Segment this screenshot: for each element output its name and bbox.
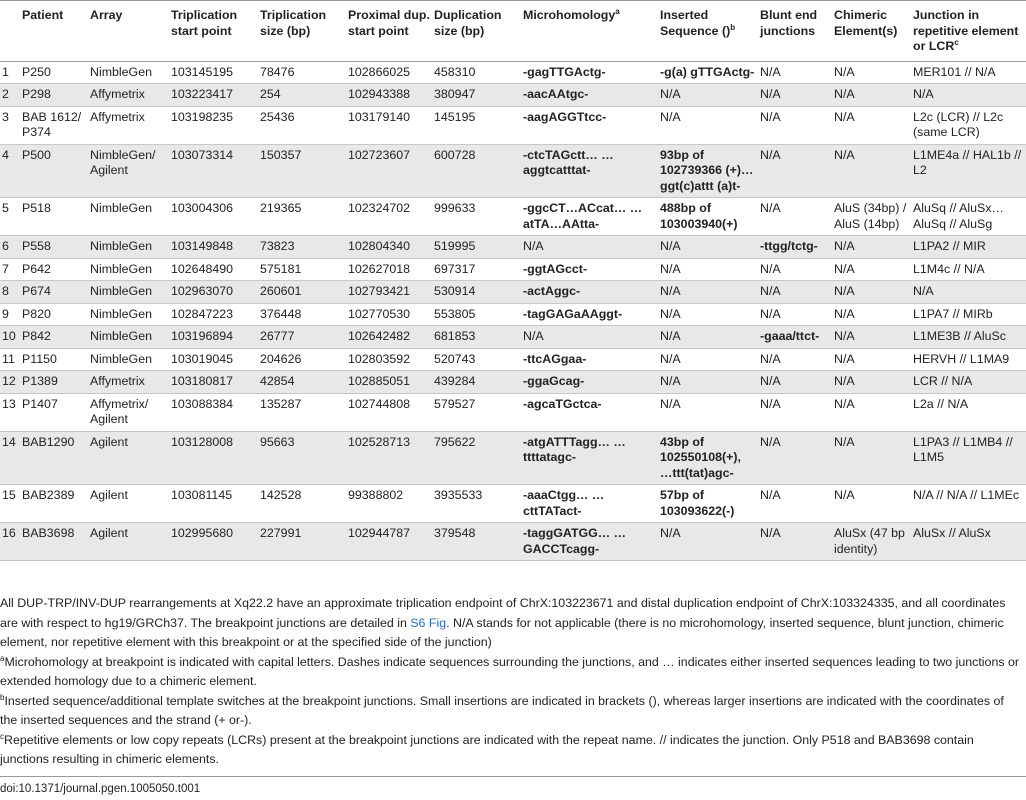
table-cell: 78476 [258, 61, 346, 84]
table-cell: -aagAGGTtcc- [521, 106, 658, 144]
table-cell: N/A [758, 106, 832, 144]
table-row [0, 371, 1026, 394]
table-cell: 93bp of 102739366 (+)…ggt(c)attt (a)t- [658, 144, 758, 198]
table-cell: N/A // N/A // L1MEc [911, 485, 1026, 523]
table-cell: N/A [832, 84, 911, 107]
table-cell: N/A [658, 523, 758, 561]
table-cell: 103145195 [169, 61, 258, 84]
table-cell: -aaaCtgg… …cttTATact- [521, 485, 658, 523]
table-cell: NimbleGen [88, 326, 169, 349]
table-cell: 575181 [258, 258, 346, 281]
table-cell: 103179140 [346, 106, 432, 144]
table-cell: P298 [20, 84, 88, 107]
table-cell: BAB3698 [20, 523, 88, 561]
table-cell: 1 [0, 61, 20, 84]
table-cell: BAB2389 [20, 485, 88, 523]
table-cell: 519995 [432, 236, 521, 259]
table-cell: N/A [658, 236, 758, 259]
table-cell: N/A [658, 258, 758, 281]
table-cell: 95663 [258, 431, 346, 485]
header-cell: Patient [20, 1, 88, 62]
table-cell: -ggaGcag- [521, 371, 658, 394]
footnote-a: $^a$Microhomology at breakpoint is indicated with capital letters. Dashes indicate sequences surrounding the junctions, and … indicates either inserted sequences leading to two junctions or extended homology due to a chimeric element. [0, 653, 1019, 688]
table-cell: 102627018 [346, 258, 432, 281]
table-cell: L1PA2 // MIR [911, 236, 1026, 259]
table-cell: -taggGATGG… …GACCTcagg- [521, 523, 658, 561]
table-cell: 260601 [258, 281, 346, 304]
table-cell: P842 [20, 326, 88, 349]
table-cell: N/A [832, 236, 911, 259]
table-cell: NimbleGen [88, 258, 169, 281]
table-cell: MER101 // N/A [911, 61, 1026, 84]
table-cell: 13 [0, 393, 20, 431]
table-cell: 12 [0, 371, 20, 394]
header-cell: Chimeric Element(s) [832, 1, 911, 62]
table-cell: 102770530 [346, 303, 432, 326]
table-cell: N/A [758, 61, 832, 84]
table-cell: 103180817 [169, 371, 258, 394]
table-cell: N/A [832, 348, 911, 371]
table-cell: 102723607 [346, 144, 432, 198]
table-row [0, 236, 1026, 259]
header-cell: Junction in repetitive element or LCR$^c$ [911, 1, 1026, 62]
table-cell: N/A [832, 431, 911, 485]
table-cell: Affymetrix/ Agilent [88, 393, 169, 431]
table-cell: P820 [20, 303, 88, 326]
table-cell: N/A [758, 303, 832, 326]
table-cell: 102943388 [346, 84, 432, 107]
table-cell: N/A [911, 281, 1026, 304]
table-cell: P642 [20, 258, 88, 281]
table-cell: L2c (LCR) // L2c (same LCR) [911, 106, 1026, 144]
table-cell: NimbleGen [88, 348, 169, 371]
table-cell: -actAggc- [521, 281, 658, 304]
table-cell: N/A [521, 326, 658, 349]
table-row [0, 144, 1026, 198]
header-cell-index [0, 1, 20, 62]
table-cell: 103004306 [169, 198, 258, 236]
table-cell: N/A [758, 371, 832, 394]
table-cell: N/A [758, 84, 832, 107]
table-cell: 8 [0, 281, 20, 304]
table-cell: L1ME4a // HAL1b // L2 [911, 144, 1026, 198]
table-cell: N/A [658, 371, 758, 394]
table-cell: L2a // N/A [911, 393, 1026, 431]
table-cell: N/A [758, 348, 832, 371]
table-cell: 579527 [432, 393, 521, 431]
table-row [0, 84, 1026, 107]
table-cell: 102803592 [346, 348, 432, 371]
table-cell: N/A [758, 198, 832, 236]
table-row [0, 303, 1026, 326]
table-cell: N/A [832, 61, 911, 84]
table-cell: AluS (34bp) / AluS (14bp) [832, 198, 911, 236]
table-cell: AluSq // AluSx…AluSq // AluSg [911, 198, 1026, 236]
table-cell: N/A [832, 281, 911, 304]
table-cell: P1407 [20, 393, 88, 431]
table-cell: 553805 [432, 303, 521, 326]
table-cell: P558 [20, 236, 88, 259]
table-cell: N/A [658, 106, 758, 144]
table-cell: 150357 [258, 144, 346, 198]
table-cell: 219365 [258, 198, 346, 236]
table-cell: 11 [0, 348, 20, 371]
table-cell: 42854 [258, 371, 346, 394]
table-cell: 103149848 [169, 236, 258, 259]
table-cell: L1PA7 // MIRb [911, 303, 1026, 326]
table-row [0, 281, 1026, 304]
table-cell: NimbleGen [88, 303, 169, 326]
table-cell: 99388802 [346, 485, 432, 523]
header-cell: Blunt end junctions [758, 1, 832, 62]
table-cell: 103019045 [169, 348, 258, 371]
table-cell: 9 [0, 303, 20, 326]
table-cell: Affymetrix [88, 106, 169, 144]
table-cell: N/A [832, 485, 911, 523]
table-cell: Affymetrix [88, 371, 169, 394]
table-cell: N/A [758, 393, 832, 431]
table-cell: 103223417 [169, 84, 258, 107]
table-cell: 379548 [432, 523, 521, 561]
table-cell: N/A [832, 303, 911, 326]
table-cell: P518 [20, 198, 88, 236]
header-cell: Proximal dup. start point [346, 1, 432, 62]
table-cell: 102995680 [169, 523, 258, 561]
table-cell: 10 [0, 326, 20, 349]
table-cell: -ctcTAGctt… …aggtcatttat- [521, 144, 658, 198]
table-row [0, 348, 1026, 371]
table-cell: Agilent [88, 485, 169, 523]
table-cell: 488bp of 103003940(+) [658, 198, 758, 236]
table-row [0, 258, 1026, 281]
table-cell: 43bp of 102550108(+), …ttt(tat)agc- [658, 431, 758, 485]
table-cell: P674 [20, 281, 88, 304]
table-cell: HERVH // L1MA9 [911, 348, 1026, 371]
table-cell: BAB1290 [20, 431, 88, 485]
table-cell: -ttgg/tctg- [758, 236, 832, 259]
table-cell: LCR // N/A [911, 371, 1026, 394]
table-cell: AluSx (47 bp identity) [832, 523, 911, 561]
table-cell: 2 [0, 84, 20, 107]
table-cell: 697317 [432, 258, 521, 281]
table-cell: 999633 [432, 198, 521, 236]
table-cell: 103198235 [169, 106, 258, 144]
table-cell: NimbleGen [88, 61, 169, 84]
table-cell: 102885051 [346, 371, 432, 394]
footnote-b: $^b$Inserted sequence/additional template switches at the breakpoint junctions. Small insertions are indicated in brackets (), whereas larger insertions are indicated with the coordinates of the inserted sequences and the strand (+ or-). [0, 692, 1004, 727]
table-cell: 103088384 [169, 393, 258, 431]
table-cell: NimbleGen [88, 281, 169, 304]
table-cell: 15 [0, 485, 20, 523]
table-cell: N/A [521, 236, 658, 259]
table-cell: 204626 [258, 348, 346, 371]
table-cell: N/A [658, 326, 758, 349]
table-cell: N/A [758, 485, 832, 523]
table-cell: Affymetrix [88, 84, 169, 107]
table-cell: 376448 [258, 303, 346, 326]
s6-fig-link[interactable]: S6 Fig [410, 615, 447, 630]
table-cell: NimbleGen/ Agilent [88, 144, 169, 198]
table-cell: 26777 [258, 326, 346, 349]
table-body [0, 61, 1026, 561]
header-cell: Inserted Sequence ()$^b$ [658, 1, 758, 62]
table-cell: 254 [258, 84, 346, 107]
header-cell: Triplication start point [169, 1, 258, 62]
table-cell: 530914 [432, 281, 521, 304]
table-cell: 103128008 [169, 431, 258, 485]
table-cell: 102847223 [169, 303, 258, 326]
footnote-main: All DUP-TRP/INV-DUP rearrangements at Xq22.2 have an approximate triplication endpoint of ChrX:103223671 and distal duplication endpoint of ChrX:103324335, and all coordinates are with respect to hg19/GRCh37. The breakpoint junctions are detailed in S6 Fig. N/A stands for not applicable (there is no microhomology, inserted sequence, blunt junction, chimeric element, nor repetitive element with this breakpoint or at the specified side of the junction) [0, 596, 1006, 649]
table-cell: -ggcCT…ACcat… …atTA…AAtta- [521, 198, 658, 236]
table-cell: -ggtAGcct- [521, 258, 658, 281]
header-cell: Microhomology$^a$ [521, 1, 658, 62]
table-cell: L1M4c // N/A [911, 258, 1026, 281]
table-cell: N/A [758, 431, 832, 485]
table-cell: N/A [832, 106, 911, 144]
table-footnotes [0, 594, 1020, 770]
table-cell: P1389 [20, 371, 88, 394]
table-row [0, 431, 1026, 485]
table-row [0, 326, 1026, 349]
table-cell: 4 [0, 144, 20, 198]
table-cell: Agilent [88, 523, 169, 561]
table-cell: NimbleGen [88, 236, 169, 259]
table-cell: N/A [758, 144, 832, 198]
table-cell: 102648490 [169, 258, 258, 281]
table-cell: NimbleGen [88, 198, 169, 236]
table-cell: 3 [0, 106, 20, 144]
table-cell: 5 [0, 198, 20, 236]
table-cell: N/A [832, 326, 911, 349]
table-cell: N/A [832, 144, 911, 198]
table-cell: N/A [758, 281, 832, 304]
table-row [0, 198, 1026, 236]
header-cell: Triplication size (bp) [258, 1, 346, 62]
table-cell: N/A [658, 348, 758, 371]
table-cell: P1150 [20, 348, 88, 371]
table-cell: 102944787 [346, 523, 432, 561]
table-cell: N/A [658, 393, 758, 431]
table-row [0, 523, 1026, 561]
table-cell: 681853 [432, 326, 521, 349]
table-cell: 795622 [432, 431, 521, 485]
table-cell: BAB 1612/ P374 [20, 106, 88, 144]
table-cell: -aacAAtgc- [521, 84, 658, 107]
header-cell: Array [88, 1, 169, 62]
table-cell: 103081145 [169, 485, 258, 523]
table-cell: 7 [0, 258, 20, 281]
table-cell: AluSx // AluSx [911, 523, 1026, 561]
table-cell: 458310 [432, 61, 521, 84]
table-cell: 3935533 [432, 485, 521, 523]
header-cell: Duplication size (bp) [432, 1, 521, 62]
table-row [0, 106, 1026, 144]
table-cell: -g(a) gTTGActg- [658, 61, 758, 84]
table-cell: N/A [758, 523, 832, 561]
table-cell: 102963070 [169, 281, 258, 304]
table-cell: 145195 [432, 106, 521, 144]
table-cell: 102793421 [346, 281, 432, 304]
table-cell: -agcaTGctca- [521, 393, 658, 431]
table-cell: 103073314 [169, 144, 258, 198]
table-cell: N/A [758, 258, 832, 281]
table-cell: 102804340 [346, 236, 432, 259]
table-cell: 102324702 [346, 198, 432, 236]
table-cell: P500 [20, 144, 88, 198]
table-cell: 102866025 [346, 61, 432, 84]
doi-line: doi:10.1371/journal.pgen.1005050.t001 [0, 776, 1026, 795]
table-row [0, 61, 1026, 84]
table-cell: 103196894 [169, 326, 258, 349]
table-row [0, 393, 1026, 431]
table-cell: 102528713 [346, 431, 432, 485]
table-cell: N/A [832, 393, 911, 431]
table-cell: 16 [0, 523, 20, 561]
table-cell: 600728 [432, 144, 521, 198]
table-cell: 520743 [432, 348, 521, 371]
table-cell: N/A [832, 258, 911, 281]
table-header-row [0, 1, 1026, 62]
table-cell: 6 [0, 236, 20, 259]
table-cell: P250 [20, 61, 88, 84]
table-cell: 57bp of 103093622(-) [658, 485, 758, 523]
table-cell: N/A [658, 303, 758, 326]
table-cell: -atgATTTagg… …ttttatagc- [521, 431, 658, 485]
table-cell: Agilent [88, 431, 169, 485]
table-cell: N/A [832, 371, 911, 394]
table-cell: N/A [658, 84, 758, 107]
table-cell: 73823 [258, 236, 346, 259]
table-cell: 25436 [258, 106, 346, 144]
table-cell: 102744808 [346, 393, 432, 431]
table-cell: 227991 [258, 523, 346, 561]
table-cell: 142528 [258, 485, 346, 523]
table-row [0, 485, 1026, 523]
table-cell: -ttcAGgaa- [521, 348, 658, 371]
table-cell: L1ME3B // AluSc [911, 326, 1026, 349]
table-cell: -gaaa/ttct- [758, 326, 832, 349]
table-cell: -tagGAGaAAggt- [521, 303, 658, 326]
table-cell: 380947 [432, 84, 521, 107]
footnote-c: $^c$Repetitive elements or low copy repeats (LCRs) present at the breakpoint junctions are indicated with the repeat name. // indicates the junction. Only P518 and BAB3698 contain junctions resulting in chimeric elements. [0, 731, 974, 766]
table-cell: 135287 [258, 393, 346, 431]
table-cell: 439284 [432, 371, 521, 394]
table-cell: 14 [0, 431, 20, 485]
table-cell: L1PA3 // L1MB4 // L1M5 [911, 431, 1026, 485]
table-cell: 102642482 [346, 326, 432, 349]
table-cell: -gagTTGActg- [521, 61, 658, 84]
table-cell: N/A [911, 84, 1026, 107]
table-cell: N/A [658, 281, 758, 304]
